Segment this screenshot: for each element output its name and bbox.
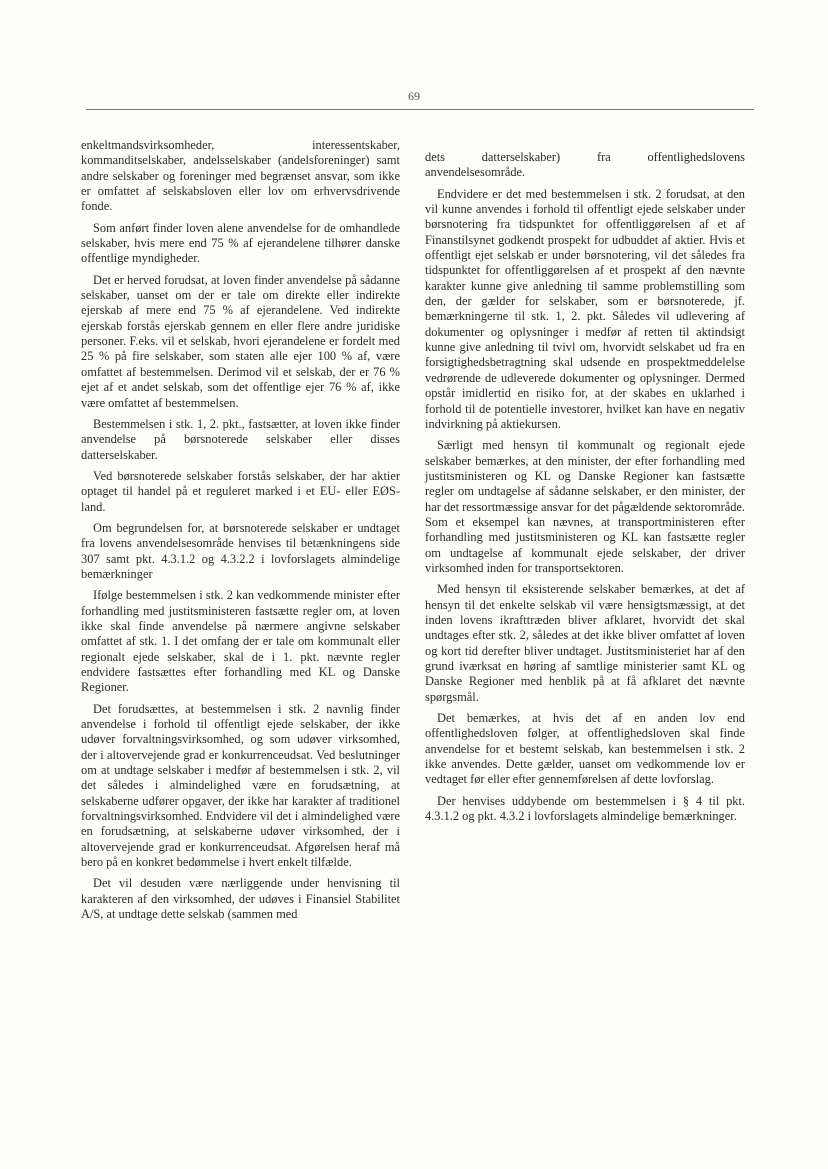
paragraph: Om begrundelsen for, at børsnoterede selskaber er undtaget fra lovens anvendelsesområde henvises til betænkningens side 307 samt pkt. 4.3.1.2 og 4.3.2.2 i lovforslagets almindelige bemærkninger — [81, 520, 400, 581]
paragraph: Der henvises uddybende om bestemmelsen i § 4 til pkt. 4.3.1.2 og pkt. 4.3.2 i lovforslagets almindelige bemærkninger. — [425, 793, 745, 824]
paragraph: Det vil desuden være nærliggende under henvisning til karakteren af den virksomhed, der udøves i Finansiel Stabilitet A/S, at undtage dette selskab (sammen med — [81, 876, 400, 922]
left-column — [81, 138, 400, 929]
paragraph: dets datterselskaber) fra offentlighedslovens anvendelsesområde. — [425, 150, 745, 180]
paragraph: Bestemmelsen i stk. 1, 2. pkt., fastsætter, at loven ikke finder anvendelse på børsnoterede selskaber eller disses datterselskaber. — [81, 416, 400, 462]
paragraph: Med hensyn til eksisterende selskaber bemærkes, at det af hensyn til det enkelte selskab vil være hensigtsmæssigt, at det inden lovens ikrafttræden bliver afklaret, hvorvidt det skal undtages efter stk. 2, således at det ikke bliver omfattet af loven og kort tid derefter bliver undtaget. Justitsministeriet har af den grund iværksat en høring af samtlige ministerier samt KL og Danske Regioner med henblik på at få afklaret det nævnte spørgsmål. — [425, 582, 745, 704]
paragraph: Det er herved forudsat, at loven finder anvendelse på sådanne selskaber, uanset om der er tale om direkte eller indirekte ejerskab af mere end 75 % af ejerandelene. Ved indirekte ejerskab forstås ejerskab gennem en eller flere andre juridiske personer. F.eks. vil et selskab, hvori ejerandelene er fordelt med 25 % på fire selskaber, som staten alle ejer 100 % af, være omfattet af bestemmelsen. Derimod vil et selskab, der er 76 % ejet af et andet selskab, som det offentlige ejer 76 % af, ikke være omfattet af bestemmelsen. — [81, 272, 400, 410]
right-column — [425, 150, 745, 830]
paragraph: Ifølge bestemmelsen i stk. 2 kan vedkommende minister efter forhandling med justitsministeren fastsætte regler om, at loven ikke skal finde anvendelse på nærmere angivne selskaber omfattet af stk. 1. I det omfang der er tale om kommunalt eller regionalt ejede selskaber, skal de i 1. pkt. nævnte regler endvidere fastsættes efter forhandling med KL og Danske Regioner. — [81, 588, 400, 695]
page-number: 69 — [408, 89, 420, 103]
paragraph: Særligt med hensyn til kommunalt og regionalt ejede selskaber bemærkes, at den minister, der efter forhandling med justitsministeren og KL og Danske Regioner kan fastsætte regler om undtagelse af sådanne selskaber, er den minister, der har det ressortmæssige ansvar for det pågældende sektorområde. Som et eksempel kan nævnes, at transportministeren efter forhandling med justitsministeren og KL kan fastsætte regler om undtagelse af kommunalt ejede selskaber, der driver virksomhed inden for transportsektoren. — [425, 438, 745, 575]
paragraph: Det forudsættes, at bestemmelsen i stk. 2 navnlig finder anvendelse i forhold til offentligt ejede selskaber, der ikke udøver forvaltningsvirksomhed, og som udøver virksomhed, der i altovervejende grad er konkurrenceudsat. Ved beslutninger om at undtage selskaber i medfør af bestemmelsen i stk. 2, vil det således i almindelighed være en forudsætning, at selskaberne udfører opgaver, der ikke har karakter af traditionel forvaltningsvirksomhed. Endvidere vil det i almindelighed være en forudsætning, at selskaberne udøver virksomhed, der i altovervejende grad er konkurrenceudsat. Afgørelsen heraf må bero på en konkret bedømmelse i hvert enkelt tilfælde. — [81, 701, 400, 870]
paragraph: enkeltmandsvirksomheder, interessentskaber, kommanditselskaber, andelsselskaber (andelsforeninger) samt andre selskaber og foreninger med begrænset ansvar, som ikke er omfattet af selskabsloven eller lov om erhvervsdrivende fonde. — [81, 138, 400, 214]
paragraph: Endvidere er det med bestemmelsen i stk. 2 forudsat, at den vil kunne anvendes i forhold til offentligt ejede selskaber under børsnotering fra tidspunktet for offentliggørelsen af et af Finanstilsynet godkendt prospekt for udbuddet af aktier. Hvis et offentligt ejet selskab er under børsnotering, vil det således fra tidspunktet for offentliggørelsen af et prospekt af den nævnte karakter kunne give anledning til samme problemstilling som den, der gælder for selskaber, som er børsnoterede, jf. bemærkningerne til stk. 1, 2. pkt. Således vil udlevering af dokumenter og oplysninger i medfør af retten til aktindsigt kunne give anledning til tvivl om, hvorvidt selskabet ud fra en forsigtighedsbetragtning skal udsende en prospektmeddelelse vedrørende de udleverede dokumenter og oplysninger. Dermed opstår imidlertid en risiko for, at der skabes en uklarhed i forhold til de potentielle investorer, hvilket kan have en negativ indvirkning på aktiekursen. — [425, 186, 745, 431]
paragraph: Ved børsnoterede selskaber forstås selskaber, der har aktier optaget til handel på et reguleret marked i et EU- eller EØS-land. — [81, 468, 400, 514]
paragraph: Det bemærkes, at hvis det af en anden lov end offentlighedsloven følger, at offentlighedsloven skal finde anvendelse for et bestemt selskab, kan bestemmelsen i stk. 2 ikke anvendes. Dette gælder, uanset om vedkommende lov er vedtaget før eller efter gennemførelsen af dette lovforslag. — [425, 711, 745, 787]
paragraph: Som anført finder loven alene anvendelse for de omhandlede selskaber, hvis mere end 75 % af ejerandelene tilhører danske offentlige myndigheder. — [81, 220, 400, 266]
header-rule — [86, 109, 754, 110]
